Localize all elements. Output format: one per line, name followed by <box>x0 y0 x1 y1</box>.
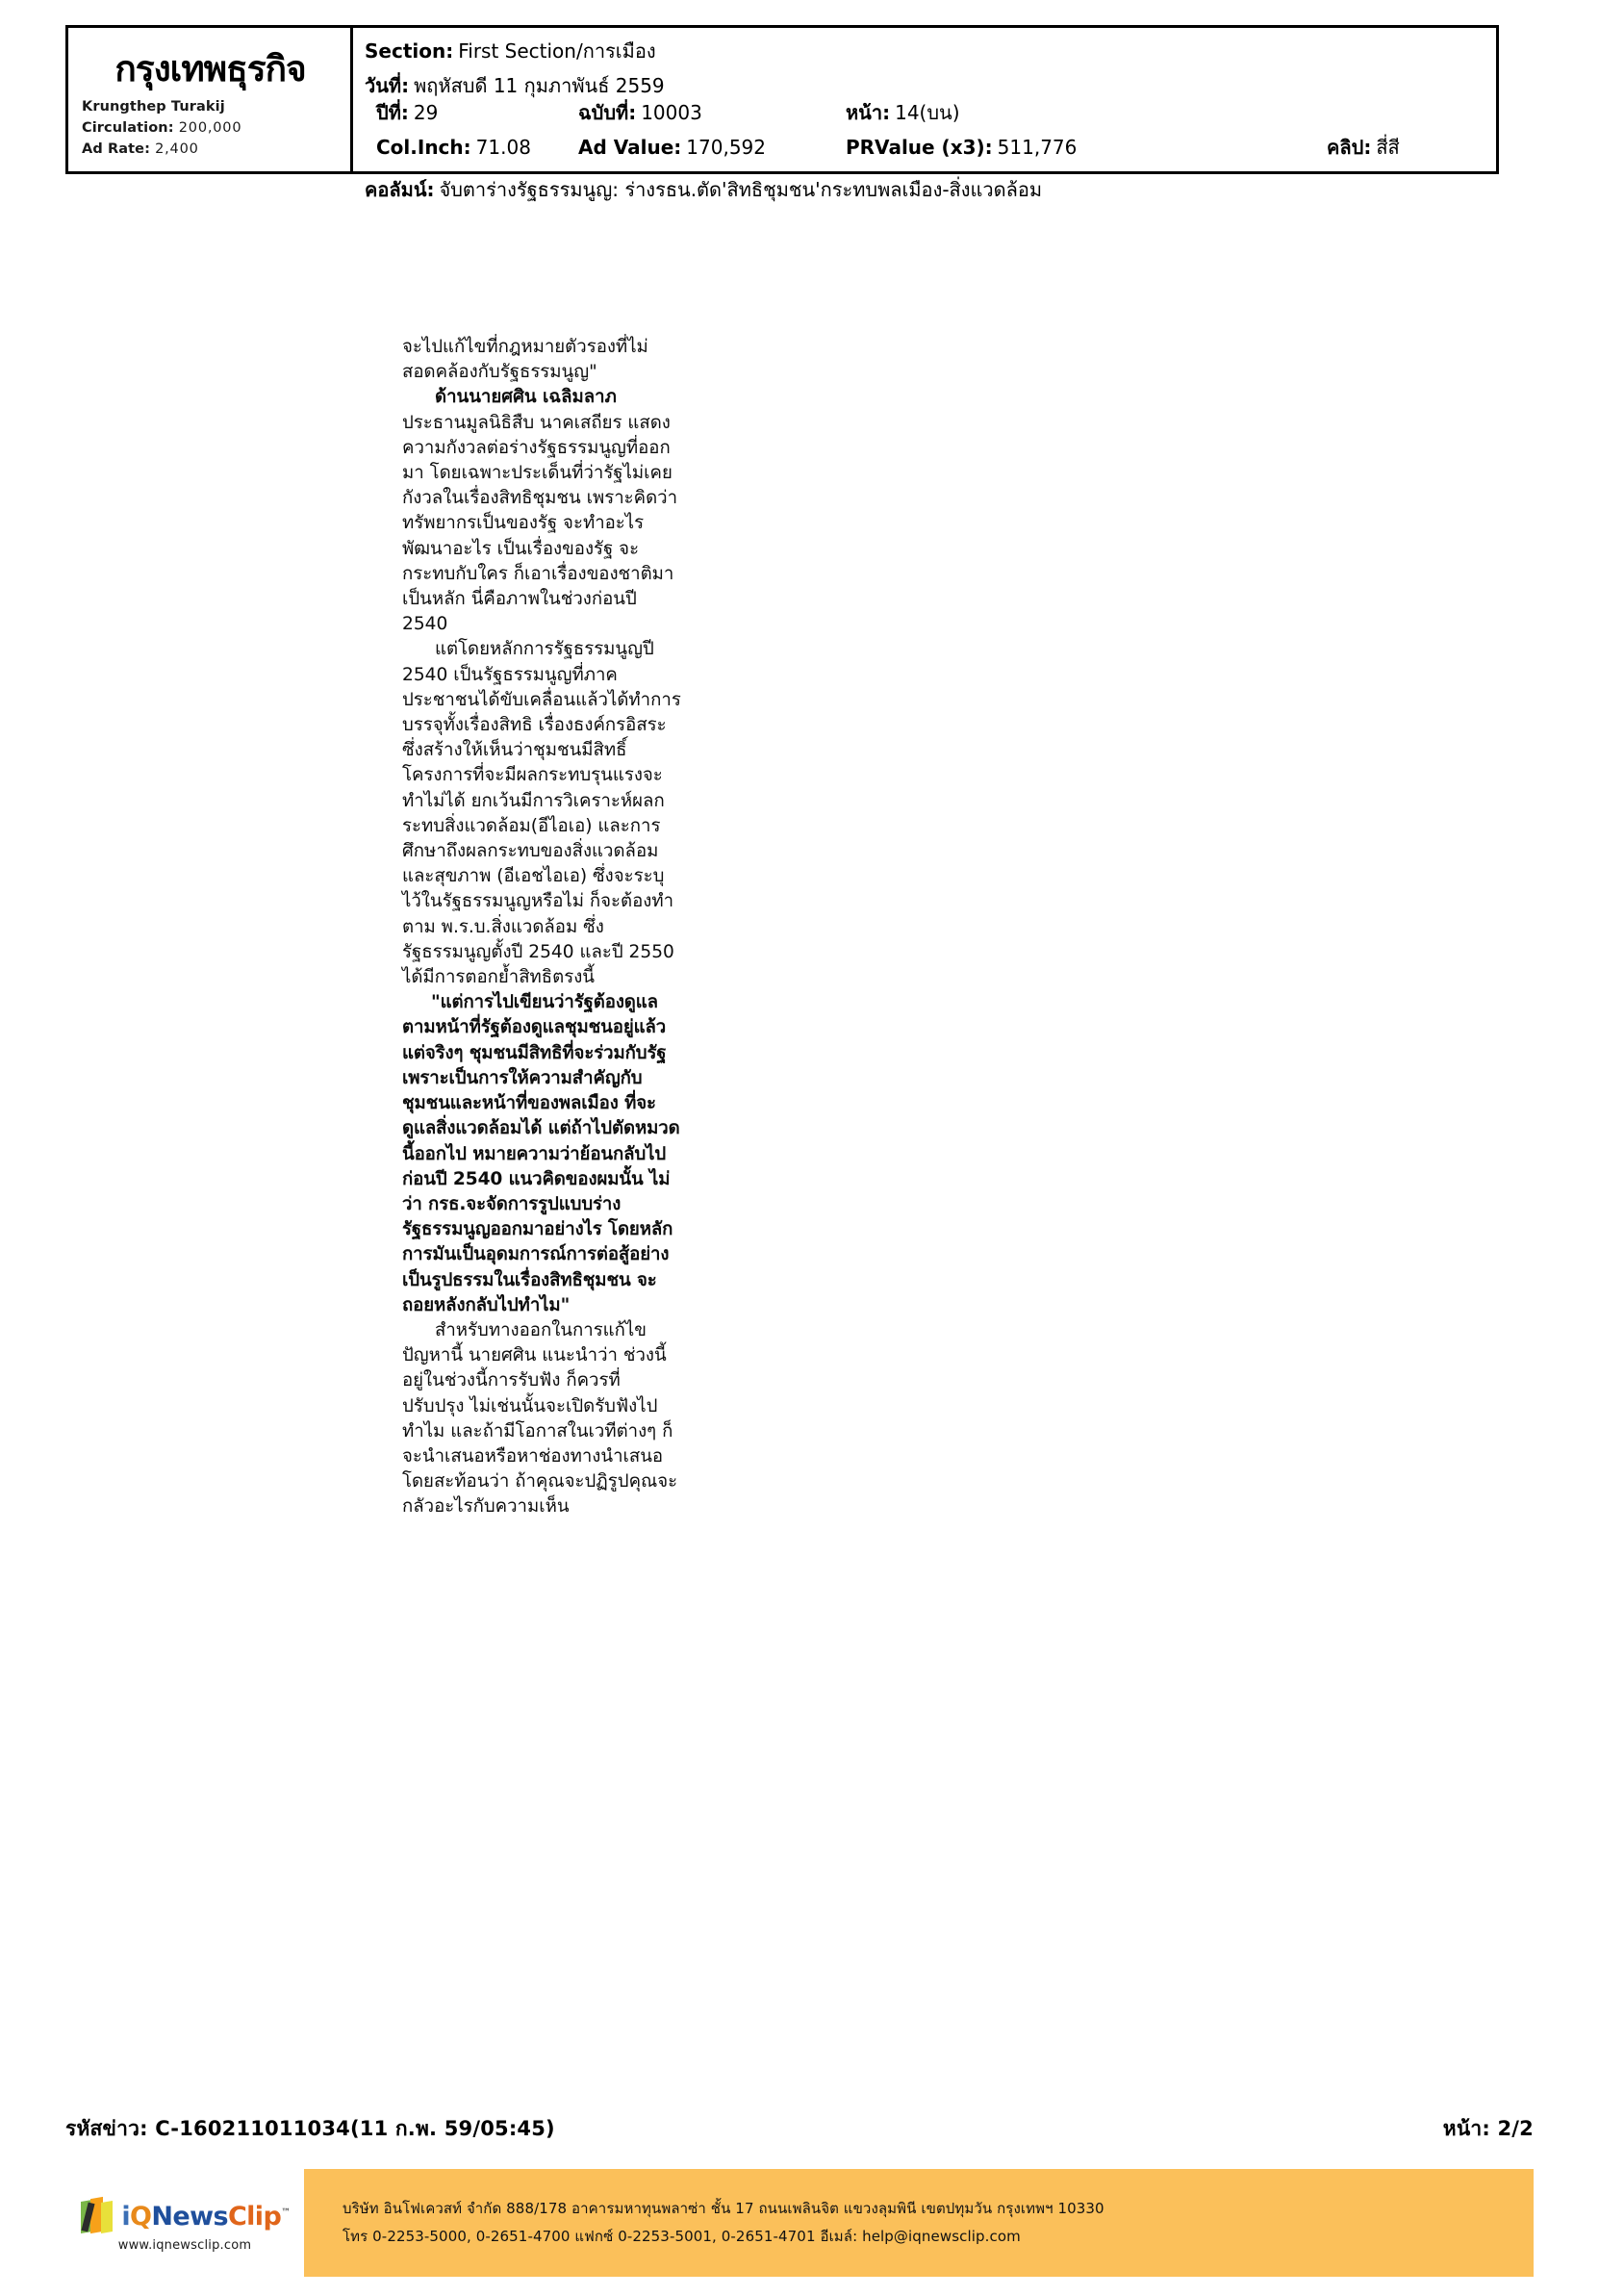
page-value: 14(บน) <box>895 101 960 124</box>
clip-metadata-cell <box>353 28 1496 201</box>
publication-logo-thai: กรุงเทพธุรกิจ <box>114 48 306 89</box>
colinch-field <box>376 138 531 172</box>
iqnewsclip-logo-line <box>79 2197 290 2235</box>
ad-value-label: Ad Value: <box>578 136 682 159</box>
logo-trademark: ™ <box>281 2207 291 2218</box>
footer-contact-bar <box>65 2169 1534 2277</box>
company-contact: โทร 0-2253-5000, 0-2651-4700 แฟกซ์ 0-2253-5001, 0-2651-4701 อีเมล์: help@iqnewsclip.com <box>343 2228 1021 2245</box>
issue-label: ฉบับที่: <box>578 101 637 124</box>
year-field <box>376 103 438 138</box>
company-info <box>304 2169 1534 2277</box>
clip-type-label: คลิป: <box>1327 136 1372 159</box>
ad-rate-label: Ad Rate: <box>82 141 150 158</box>
page-label: หน้า: <box>846 101 891 124</box>
news-code-label: รหัสข่าว: <box>65 2117 148 2140</box>
ad-value-value: 170,592 <box>686 136 767 159</box>
circulation-line <box>80 117 341 139</box>
iqnewsclip-url[interactable]: www.iqnewsclip.com <box>117 2238 252 2253</box>
year-label: ปีที่: <box>376 101 409 124</box>
column-value: จับตาร่างรัฐธรรมนูญ: ร่างรธน.ตัด'สิทธิชุมชน'กระทบพลเมือง-สิ่งแวดล้อม <box>439 178 1043 201</box>
newspaper-pen-icon <box>79 2197 117 2235</box>
article-paragraph-text: ประธานมูลนิธิสืบ นาคเสถียร แสดงความกังวลต่อร่างรัฐธรรมนูญที่ออกมา โดยเฉพาะประเด็นที่ว่ารัฐไม่เคยกังวลในเรื่องสิทธิชุมชน เพราะคิดว่าทรัพยากรเป็นของรัฐ จะทำอะไรพัฒนาอะไร เป็นเรื่องของรัฐ จะกระทบกับใคร ก็เอาเรื่องของชาติมาเป็นหลัก นี่คือภาพในช่วงก่อนปี 2540 <box>402 412 678 635</box>
footer-page-value: 2/2 <box>1497 2117 1534 2140</box>
article-paragraph: สำหรับทางออกในการแก้ไขปัญหานี้ นายศศิน แนะนำว่า ช่วงนี้อยู่ในช่วงนี้การรับฟัง ก็ควรที่ปรับปรุง ไม่เช่นนั้นจะเปิดรับฟังไปทำไม และถ้ามีโอกาสในเวทีต่างๆ ก็จะนำเสนอหรือหาช่องทางนำเสนอ โดยสะท้อนว่า ถ้าคุณจะปฏิรูปคุณจะกลัวอะไรกับความเห็น <box>402 1319 678 1518</box>
clip-type-value: สี่สี <box>1376 136 1400 159</box>
column-label: คอลัมน์: <box>365 178 435 201</box>
date-row <box>365 68 1496 103</box>
article-paragraph: จะไปแก้ไขที่กฎหมายตัวรองที่ไม่สอดคล้องกับรัฐธรรมนูญ" <box>402 337 648 383</box>
article-paragraph <box>402 385 681 637</box>
footer-code-row <box>65 2113 1534 2145</box>
publication-name-roman: Krungthep Turakij <box>82 98 225 115</box>
column-row <box>365 172 1496 207</box>
clip-type-field <box>1327 138 1400 172</box>
year-value: 29 <box>413 101 439 124</box>
issue-value: 10003 <box>641 101 702 124</box>
section-value: First Section/การเมือง <box>458 39 656 63</box>
pr-value-field <box>846 138 1077 172</box>
ad-rate-line <box>80 139 341 160</box>
circulation-value: 200,000 <box>178 120 242 137</box>
clip-header-table <box>65 25 1499 201</box>
date-value: พฤหัสบดี 11 กุมภาพันธ์ 2559 <box>414 74 665 97</box>
logo-part-q: Q <box>130 2201 152 2232</box>
article-quote-paragraph: "แต่การไปเขียนว่ารัฐต้องดูแลตามหน้าที่รัฐต้องดูแลชุมชนอยู่แล้ว แต่จริงๆ ชุมชนมีสิทธิที่จะร่วมกับรัฐ เพราะเป็นการให้ความสำคัญกับชุมชนและหน้าที่ของพลเมือง ที่จะดูแลสิ่งแวดล้อมได้ แต่ถ้าไปตัดหมวดนี้ออกไป หมายความว่าย้อนกลับไปก่อนปี 2540 แนวคิดของผมนั้น ไม่ว่า กรธ.จะจัดการรูปแบบร่างรัฐธรรมนูญออกมาอย่างไร โดยหลักการมันเป็นอุดมการณ์การต่อสู้อย่างเป็นรูปธรรมในเรื่องสิทธิชุมชน จะถอยหลังกลับไปทำไม" <box>402 992 680 1315</box>
circulation-label: Circulation: <box>82 120 174 137</box>
article-body <box>402 335 681 1520</box>
colinch-value: 71.08 <box>475 136 531 159</box>
pr-value-value: 511,776 <box>997 136 1078 159</box>
masthead-cell <box>68 28 353 171</box>
iqnewsclip-logo <box>65 2169 304 2277</box>
issue-field <box>578 103 702 138</box>
footer-page-number <box>1443 2113 1534 2145</box>
logo-part-news: News <box>151 2201 228 2232</box>
news-code <box>65 2113 555 2145</box>
footer-page-label: หน้า: <box>1442 2117 1490 2140</box>
year-issue-page-row <box>365 103 1496 138</box>
company-address: บริษัท อินโฟเควสท์ จำกัด 888/178 อาคารมหาทุนพลาซ่า ชั้น 17 ถนนเพลินจิต แขวงลุมพินี เขตปทุมวัน กรุงเทพฯ 10330 <box>343 2199 1104 2217</box>
value-metrics-row <box>365 138 1496 172</box>
colinch-label: Col.Inch: <box>376 136 471 159</box>
logo-part-clip: Clip <box>227 2201 282 2232</box>
pr-value-label: PRValue (x3): <box>846 136 993 159</box>
ad-rate-value: 2,400 <box>155 141 199 158</box>
iqnewsclip-wordmark <box>121 2201 291 2232</box>
logo-part-i: i <box>121 2201 131 2232</box>
section-label: Section: <box>365 39 454 63</box>
page-field <box>846 103 960 138</box>
article-lead-name: ด้านนายศศิน เฉลิมลาภ <box>435 387 617 408</box>
ad-value-field <box>578 138 766 172</box>
date-label: วันที่: <box>365 74 410 97</box>
section-row <box>365 34 1496 68</box>
article-paragraph: แต่โดยหลักการรัฐธรรมนูญปี 2540 เป็นรัฐธรรมนูญที่ภาคประชาชนได้ขับเคลื่อนแล้วได้ทำการบรรจุทั้งเรื่องสิทธิ เรื่องธงค์กรอิสระ ซึ่งสร้างให้เห็นว่าชุมชนมีสิทธิ์ โครงการที่จะมีผลกระทบรุนแรงจะทำไม่ได้ ยกเว้นมีการวิเคราะห์ผลกระทบสิ่งแวดล้อม(อีไอเอ) และการศึกษาถึงผลกระทบของสิ่งแวดล้อมและสุขภาพ (อีเอชไอเอ) ซึ่งจะระบุไว้ในรัฐธรรมนูญหรือไม่ ก็จะต้องทำตาม พ.ร.บ.สิ่งแวดล้อม ซึ่งรัฐธรรมนูญตั้งปี 2540 และปี 2550 ได้มีการตอกย้ำสิทธิตรงนี้ <box>402 639 681 988</box>
news-code-value: C-160211011034(11 ก.พ. 59/05:45) <box>155 2117 555 2140</box>
